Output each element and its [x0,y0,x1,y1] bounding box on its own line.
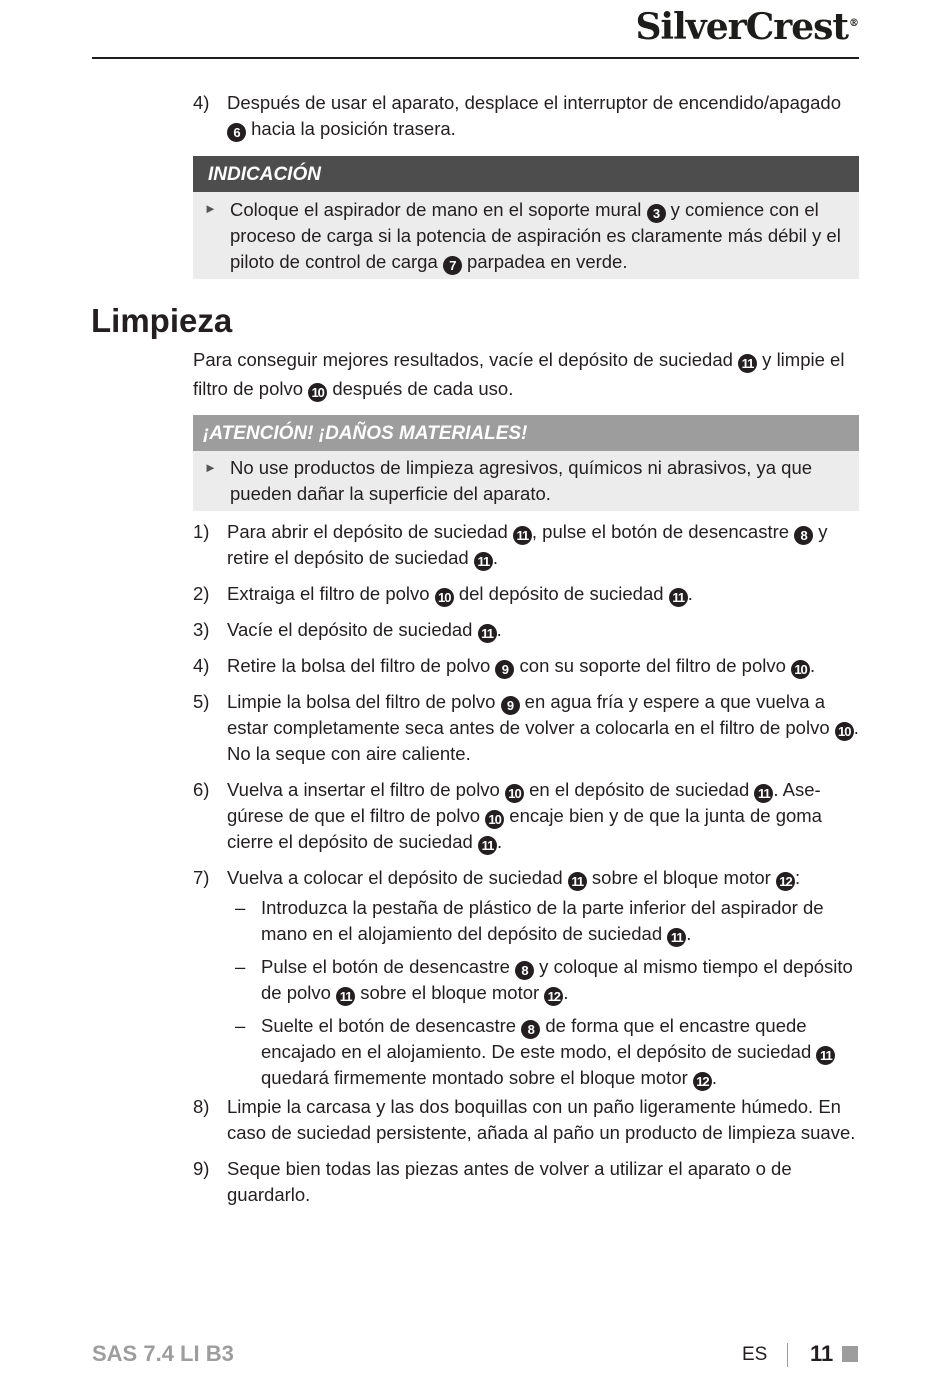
callout-11-icon: 11 [754,784,773,803]
list-item: 3) Vacíe el depósito de suciedad 11 . [193,619,502,641]
arrow-bullet-icon: ► [204,201,217,216]
list-item: 6) Vuelva a insertar el filtro de polvo 10 en el depósito de suciedad 11 . Ase-gúrese de que el filtro de polvo 10 encaje bien y de que la junta de goma cierre el depósito de suciedad 11 . [193,779,822,853]
callout-8-icon: 8 [515,961,534,980]
sub-list-item: – Pulse el botón de desencastre 8 y coloque al mismo tiempo el depósito de polvo 11 sobre el bloque motor 12 . [235,956,853,1004]
callout-10-icon: 10 [791,660,810,679]
footer-divider [787,1343,788,1367]
steps-list [193,519,859,1208]
sub-list-item: – Introduzca la pestaña de plástico de la parte inferior del aspirador de mano en el alojamiento del depósito de suciedad 11 . [235,897,824,945]
sub-steps [193,895,859,1091]
callout-9-icon: 9 [501,696,520,715]
callout-11-icon: 11 [816,1046,835,1065]
registered-mark: ® [849,18,858,29]
list-item: 7) Vuelva a colocar el depósito de suciedad 11 sobre el bloque motor 12 : [193,867,801,889]
warning-box [193,415,859,511]
note-body: ► Coloque el aspirador de mano en el soporte mural 3 y comience con el proceso de carga si la potencia de aspiración es claramente más débil y el piloto de control de carga 7 parpadea en verde. [193,192,859,279]
footer-language: ES [742,1344,768,1365]
footer-square-icon [842,1346,858,1362]
note-box [193,156,859,279]
callout-11-icon: 11 [669,588,688,607]
callout-12-icon: 12 [776,872,795,891]
callout-11-icon: 11 [478,624,497,643]
callout-10-icon: 10 [308,383,327,402]
callout-9-icon: 9 [495,660,514,679]
footer-model: SAS 7.4 LI B3 [92,1341,234,1366]
callout-10-icon: 10 [485,810,504,829]
step-number: 4) [193,92,210,113]
brand-logo [635,6,858,48]
header-rule [92,57,859,59]
callout-11-icon: 11 [513,526,532,545]
list-item: 1) Para abrir el depósito de suciedad 11 , pulse el botón de desencastre 8 y retire el depósito de suciedad 11 . [193,521,828,569]
callout-11-icon: 11 [667,928,686,947]
callout-10-icon: 10 [835,722,854,741]
list-item: 4) Retire la bolsa del filtro de polvo 9 con su soporte del filtro de polvo 10 . [193,655,816,677]
callout-12-icon: 12 [693,1072,712,1091]
list-item: 4) Después de usar el aparato, desplace el interruptor de encendido/apagado 6 hacia la posición trasera. [193,92,842,140]
callout-11-icon: 11 [738,354,757,373]
step-top [193,90,859,142]
callout-6-icon: 6 [227,123,246,142]
page-number: 11 [810,1341,834,1366]
arrow-bullet-icon: ► [204,460,217,475]
callout-11-icon: 11 [478,836,497,855]
warning-body: ► No use productos de limpieza agresivos, químicos ni abrasivos, ya que pueden dañar la superficie del aparato. [193,451,859,511]
callout-10-icon: 10 [435,588,454,607]
section-title: Limpieza [91,302,233,339]
callout-11-icon: 11 [568,872,587,891]
note-heading: INDICACIÓN [193,156,859,192]
callout-8-icon: 8 [521,1020,540,1039]
list-item: 9) Seque bien todas las piezas antes de volver a utilizar el aparato o de guardarlo. [193,1158,792,1205]
intro-paragraph: Para conseguir mejores resultados, vacíe el depósito de suciedad 11 y limpie el filtro de polvo 10 después de cada uso. [193,349,845,400]
sub-list-item: – Suelte el botón de desencastre 8 de forma que el encastre quede encajado en el alojamiento. De este modo, el depósito de suciedad 11 quedará firmemente montado sobre el bloque motor 12 . [227,1013,859,1091]
list-item: 8) Limpie la carcasa y las dos boquillas con un paño ligeramente húmedo. En caso de suciedad persistente, añada al paño un producto de limpieza suave. [193,1096,856,1143]
callout-3-icon: 3 [647,204,666,223]
brand-name: SilverCrest [635,6,848,48]
list-item: 2) Extraiga el filtro de polvo 10 del depósito de suciedad 11 . [193,583,693,605]
warning-heading: ¡ATENCIÓN! ¡DAÑOS MATERIALES! [193,415,859,451]
callout-12-icon: 12 [544,987,563,1006]
callout-11-icon: 11 [336,987,355,1006]
callout-8-icon: 8 [794,526,813,545]
callout-10-icon: 10 [505,784,524,803]
callout-7-icon: 7 [443,256,462,275]
list-item: 5) Limpie la bolsa del filtro de polvo 9 en agua fría y espere a que vuelva a estar completamente seca antes de volver a colocarla en el filtro de polvo 10 . No la seque con aire caliente. [193,691,859,764]
callout-11-icon: 11 [474,552,493,571]
